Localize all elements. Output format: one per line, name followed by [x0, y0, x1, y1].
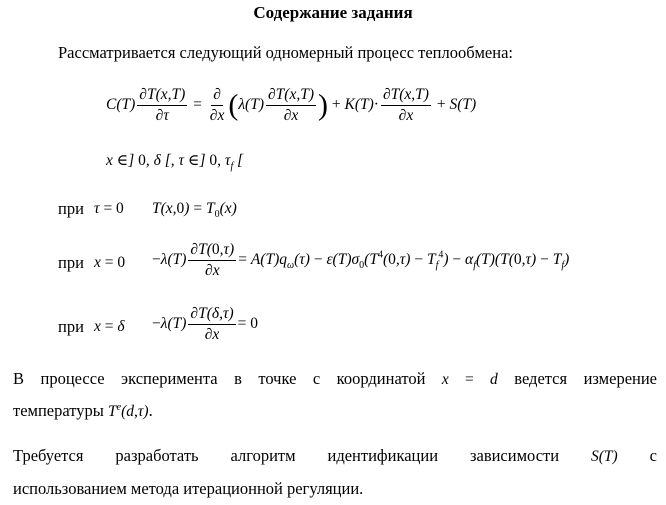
- para1-line2: температуры $T^e(d,\tau)$.: [13, 401, 153, 420]
- cond1-at: τ = 0: [94, 200, 124, 217]
- cond3-at: x = δ: [94, 318, 125, 335]
- para2-line1: Требуется разработать алгоритм идентификации зависимости S(T) с: [13, 446, 657, 465]
- intro-text: Рассматривается следующий одномерный процесс теплообмена:: [58, 43, 513, 62]
- document-title: Содержание задания: [253, 3, 413, 22]
- cond2-label: при: [58, 253, 84, 272]
- cond2-at: x = 0: [94, 254, 126, 271]
- cond3-eq: −λ(T) $\frac{\partial T(\delta,\tau)}{\partial x}$ = 0: [152, 305, 259, 343]
- domain-line: x ∈] 0, δ [, τ ∈] 0, $\tau_f$ [: [106, 152, 244, 173]
- cond1-eq: $T(x,0) = T_0(x)$: [152, 200, 237, 221]
- main-equation: C(T) $\frac{\partial T(x,T)}{\partial\tau}$ = $\frac{\partial}{\partial x}$ (λ(T) $\frac{\partial T(x,T)}{\partial x}$ ) + K(T)· $\frac{\partial T(x,T)}{\partial x}$ + S(T): [106, 86, 477, 124]
- cond1-label: при: [58, 199, 84, 218]
- cond2-eq: −λ(T) $\frac{\partial T(0,\tau)}{\partial x}$ = $A(T)q_\omega(\tau) - \varepsilon(T)\sigma_0(T^4(0,\tau) - T_f^4) - \alpha_f(T)(T(0,\tau) - T_f)$: [152, 241, 570, 279]
- cond3-label: при: [58, 317, 84, 336]
- para1-line1: В процессе эксперимента в точке с координатой x = d ведется измерение: [13, 369, 658, 388]
- para2-line2: использованием метода итерационной регуляции.: [13, 479, 364, 498]
